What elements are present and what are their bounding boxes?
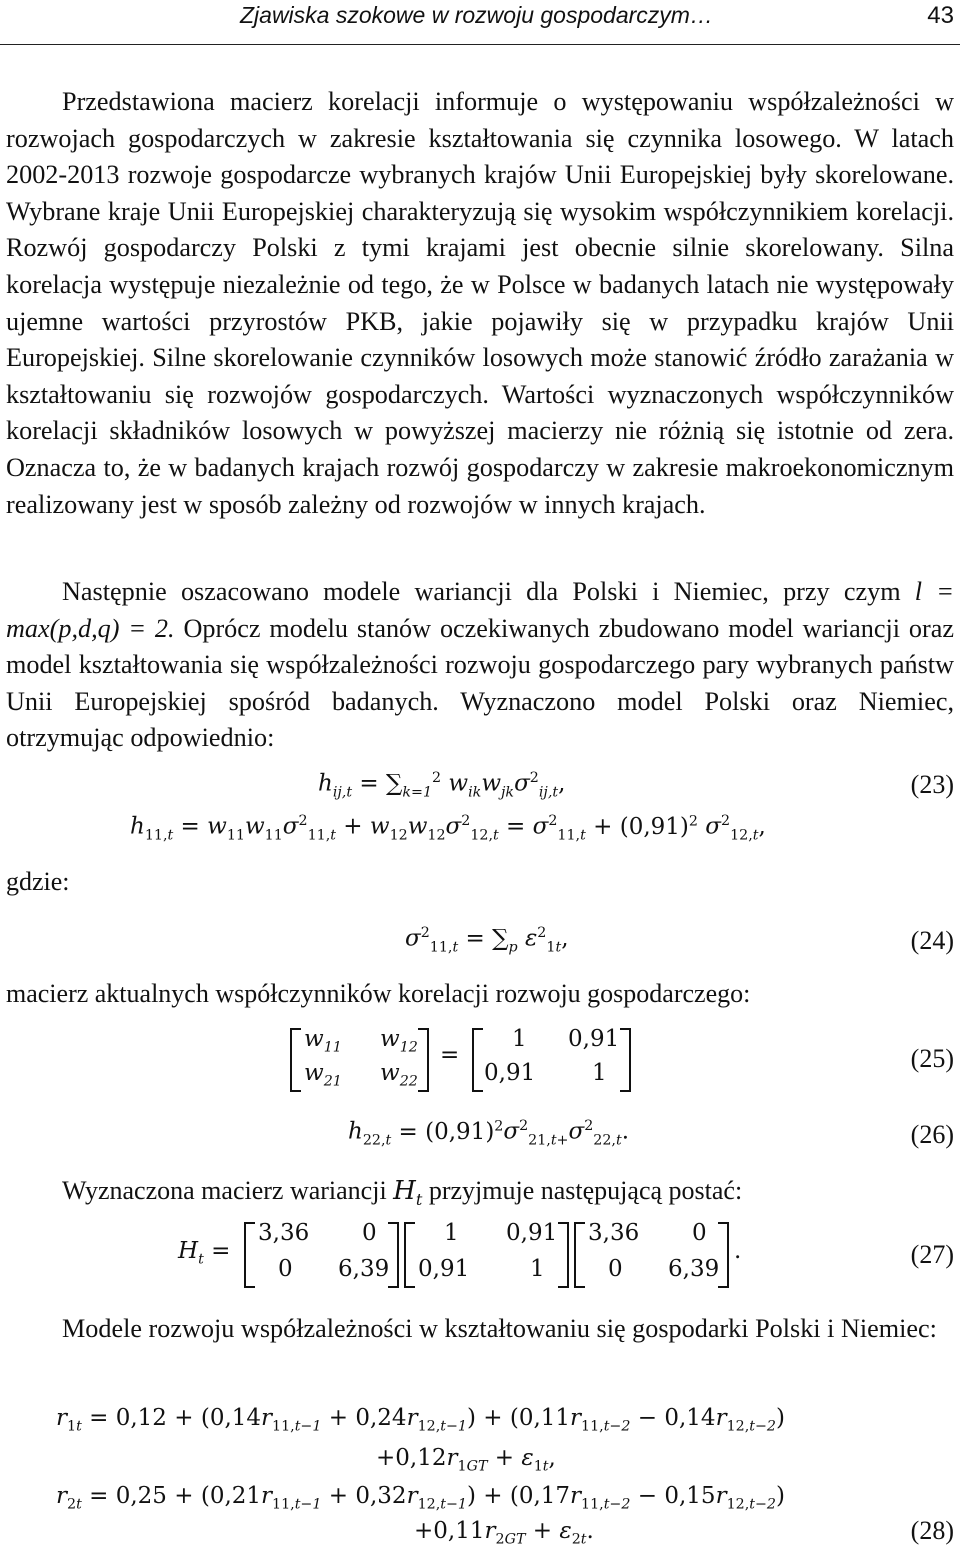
matrix-cell: 0,91 — [484, 1060, 536, 1086]
bracket-right — [558, 1222, 569, 1288]
equation-28-r2: $r_{2t} = 0,25 + (0,21r_{11,t-1} + 0,32r_{12,t-1}) + (0,17r_{11,t-2} - 0,15r_{12,t-2})$ — [56, 1483, 785, 1513]
bracket-left — [244, 1222, 255, 1288]
bracket-right — [418, 1028, 429, 1092]
bracket-left — [404, 1222, 415, 1288]
coefficient: 0,14 — [209, 1405, 262, 1431]
equals-sign: = — [440, 1042, 460, 1068]
symbol-t: t — [415, 1190, 423, 1210]
equation-27-matrix — [178, 1218, 778, 1292]
coefficient: 0,11 — [433, 1518, 485, 1544]
matrix-cell: 1 — [512, 1026, 527, 1052]
bracket-left — [290, 1028, 301, 1092]
matrix-cell: $w_{11}$ — [304, 1026, 342, 1056]
equation-28-r2-cont: $+0,11r_{2GT} + \varepsilon_{2t}$. — [414, 1518, 594, 1548]
matrix-cell: $w_{12}$ — [380, 1026, 418, 1056]
matrix-cell: 0,91 — [418, 1256, 470, 1282]
symbol-H: H — [393, 1176, 416, 1206]
coefficient: 0,12 — [395, 1445, 447, 1471]
paragraph-models: Modele rozwoju współzależności w kształtowaniu się gospodarki Polski i Niemiec: — [62, 1314, 937, 1343]
matrix-cell: 0 — [362, 1220, 377, 1246]
coefficient: 0,11 — [518, 1405, 571, 1431]
paragraph-text: Następnie oszacowano modele wariancji dla Polski i Niemiec, przy czym — [62, 577, 915, 606]
paragraph-text: Wyznaczona macierz wariancji — [62, 1176, 394, 1205]
coefficient: 0,15 — [664, 1483, 716, 1509]
matrix-cell: 0,91 — [506, 1220, 558, 1246]
matrix-cell: $w_{21}$ — [304, 1060, 342, 1090]
matrix-cell: 0 — [278, 1256, 293, 1282]
matrix-cell: 6,39 — [668, 1256, 720, 1282]
equation-number: (24) — [910, 926, 954, 955]
symbol-H-t: $H_t$ = — [178, 1238, 231, 1268]
equation-number: (26) — [910, 1120, 954, 1149]
running-title: Zjawiska szokowe w rozwoju gospodarczym… — [240, 2, 713, 28]
coefficient: 0,17 — [518, 1483, 571, 1509]
matrix-intro: macierz aktualnych współczynników korelacji rozwoju gospodarczego: — [6, 979, 751, 1008]
equation-25-matrix — [290, 1024, 650, 1094]
bracket-right — [718, 1222, 729, 1288]
variance-matrix-intro — [62, 1176, 742, 1209]
paragraph-text: przyjmuje następującą postać: — [422, 1176, 743, 1205]
inline-formula: l = max(p,d,q) = 2. — [6, 577, 954, 643]
equation-28-r1-cont: $+0,12r_{1GT} + \varepsilon_{1t}$, — [376, 1445, 556, 1475]
page-header — [0, 0, 960, 45]
matrix-cell: $w_{22}$ — [380, 1060, 418, 1090]
equation-number: (27) — [910, 1240, 954, 1269]
paragraph-text: Oprócz modelu stanów oczekiwanych zbudowano model wariancji oraz model kształtowania się współzależności rozwoju gospodarczego pary wybranych państw Unii Europejskiej spośród badanych. Wyznaczono model Polski oraz Niemiec, otrzymując odpowiednio: — [6, 613, 954, 753]
coefficient: 0,32 — [355, 1483, 407, 1509]
page-number: 43 — [927, 2, 954, 29]
matrix-cell: 6,39 — [338, 1256, 390, 1282]
equation-24: $\sigma^2_{11,t} = \sum_p$ $\varepsilon^2_{1t}$, — [405, 925, 569, 956]
label-gdzie: gdzie: — [6, 867, 70, 896]
matrix-cell: 0 — [692, 1220, 707, 1246]
paragraph-correlation: Przedstawiona macierz korelacji informuje o występowaniu współzależności w rozwojach gospodarczych w zakresie kształtowania się czynnika losowego. W latach 2002-2013 rozwoje gospodarcze wybranych krajów Unii Europejskiej były skorelowane. Wybrane kraje Unii Europejskiej charakteryzują się wysokim współczynnikiem korelacji. Rozwój gospodarczy Polski z tymi krajami jest obecnie silnie skorelowany. Silna korelacja występuje niezależnie od tego, że w Polsce w badanych latach nie występowały ujemne wartości przyrostów PKB, jakie pojawiły się w przypadku krajów Unii Europejskiej. Silne skorelowanie czynników losowych może stanowić źródło zarażania w kształtowaniu się rozwojów gospodarczych. Wartości wyznaczonych współczynników korelacji składników losowych w powyższej macierzy nie różnią się istotnie od zera. Oznacza to, że w badanych krajach rozwój gospodarczy w zakresie makroekonomicznym realizowany jest w sposób zależny od rozwojów w innych krajach. — [6, 87, 954, 519]
equation-26: $h_{22,t} = (0,91)^2\sigma^2_{21,t+}\sigma^2_{22,t}$. — [348, 1118, 629, 1149]
matrix-cell: 3,36 — [588, 1220, 640, 1246]
period: . — [734, 1238, 742, 1264]
matrix-cell: 3,36 — [258, 1220, 310, 1246]
paragraph-variance-models — [6, 574, 954, 757]
equation-28-r1: $r_{1t} = 0,12 + (0,14r_{11,t-1} + 0,24r_{12,t-1}) + (0,11r_{11,t-2} - 0,14r_{12,t-2})$ — [56, 1405, 785, 1435]
coefficient: 0,25 — [115, 1483, 167, 1509]
bracket-left — [472, 1028, 483, 1092]
matrix-cell: 1 — [530, 1256, 545, 1282]
equation-23-general: $h_{ij,t} = \sum_{k=1}^2$ $w_{ik}w_{jk}\sigma^2_{ij,t}$, — [318, 770, 566, 801]
coefficient: 0,21 — [209, 1483, 262, 1509]
matrix-cell: 0,91 — [568, 1026, 620, 1052]
equation-number: (28) — [910, 1516, 954, 1545]
coefficient: 0,12 — [115, 1405, 167, 1431]
matrix-cell: 1 — [592, 1060, 607, 1086]
equation-number: (23) — [910, 770, 954, 799]
equation-23-h11: $h_{11,t} = w_{11}w_{11}\sigma^2_{11,t} + w_{12}w_{12}\sigma^2_{12,t} = \sigma^2_{11,t} + (0,91)^2$ $\sigma^2_{12,t}$, — [130, 813, 766, 844]
matrix-cell: 0 — [608, 1256, 623, 1282]
coefficient: 0,24 — [355, 1405, 407, 1431]
matrix-cell: 1 — [444, 1220, 459, 1246]
bracket-left — [574, 1222, 585, 1288]
equation-number: (25) — [910, 1044, 954, 1073]
bracket-right — [620, 1028, 631, 1092]
bracket-right — [388, 1222, 399, 1288]
coefficient: 0,14 — [664, 1405, 716, 1431]
